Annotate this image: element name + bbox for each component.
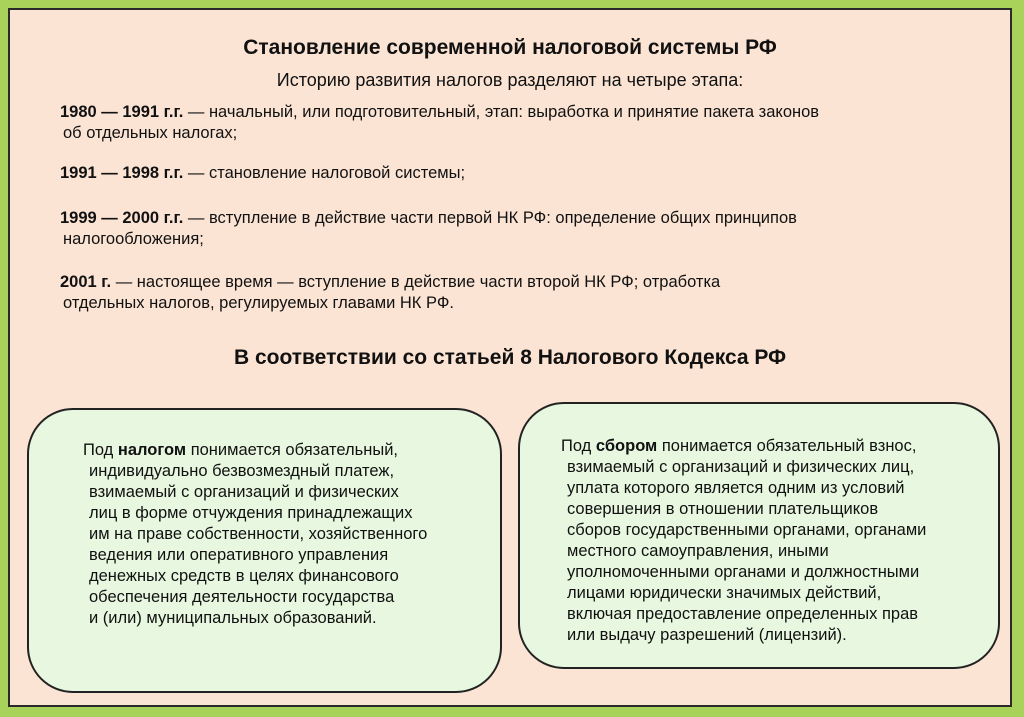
stage-years: 2001 г. — [60, 273, 112, 291]
fee-line: включая предоставление определенных прав — [567, 605, 919, 623]
stage-text: — начальный, или подготовительный, этап: выработка и принятие пакета законов — [183, 103, 820, 121]
fee-line: взимаемый с организаций и физических лиц, — [567, 458, 915, 476]
fee-term: сбором — [595, 437, 658, 455]
tax-first-line: понимается обязательный, — [186, 441, 398, 459]
stage-item — [60, 163, 980, 184]
fee-definition-card — [518, 402, 1000, 669]
page-title: Становление современной налоговой системы РФ — [243, 36, 777, 59]
tax-line: им на праве собственности, хозяйственного — [89, 525, 428, 543]
tax-term: налогом — [117, 441, 187, 459]
stage-years: 1991 — 1998 г.г. — [60, 164, 184, 182]
fee-line: местного самоуправления, иными — [567, 542, 829, 560]
tax-line: индивидуально безвозмездный платеж, — [89, 462, 395, 480]
slide — [8, 8, 1012, 707]
tax-line: лиц в форме отчуждения принадлежащих — [89, 504, 413, 522]
fee-line: сборов государственными органами, органами — [567, 521, 927, 539]
fee-line: лицами юридически значимых действий, — [567, 584, 882, 602]
fee-line: совершения в отношении плательщиков — [567, 500, 879, 518]
fee-prefix: Под — [561, 437, 596, 455]
fee-line: или выдачу разрешений (лицензий). — [567, 626, 847, 644]
stage-text-cont: отдельных налогов, регулируемых главами НК РФ. — [63, 294, 454, 312]
stage-item — [60, 208, 980, 250]
tax-line: взимаемый с организаций и физических — [89, 483, 399, 501]
stage-item — [60, 102, 980, 144]
stage-years: 1999 — 2000 г.г. — [60, 209, 184, 227]
fee-line: уплата которого является одним из условий — [567, 479, 905, 497]
stage-text: — настоящее время — вступление в действие части второй НК РФ; отработка — [111, 273, 721, 291]
stage-text: — становление налоговой системы; — [183, 164, 466, 182]
fee-line: уполномоченными органами и должностными — [567, 563, 920, 581]
tax-definition-card — [27, 408, 502, 693]
stage-text-cont: об отдельных налогах; — [63, 124, 238, 142]
tax-line: и (или) муниципальных образований. — [89, 609, 377, 627]
subtitle: Историю развития налогов разделяют на четыре этапа: — [276, 70, 744, 90]
stage-years: 1980 — 1991 г.г. — [60, 103, 184, 121]
stage-text: — вступление в действие части первой НК РФ: определение общих принципов — [183, 209, 797, 227]
stage-item — [60, 272, 980, 314]
tax-line: обеспечения деятельности государства — [89, 588, 395, 606]
tax-prefix: Под — [83, 441, 118, 459]
tax-line: ведения или оперативного управления — [89, 546, 389, 564]
stage-text-cont: налогообложения; — [63, 230, 204, 248]
section-heading: В соответствии со статьей 8 Налогового Кодекса РФ — [233, 346, 787, 369]
tax-line: денежных средств в целях финансового — [89, 567, 399, 585]
fee-first-line: понимается обязательный взнос, — [657, 437, 917, 455]
